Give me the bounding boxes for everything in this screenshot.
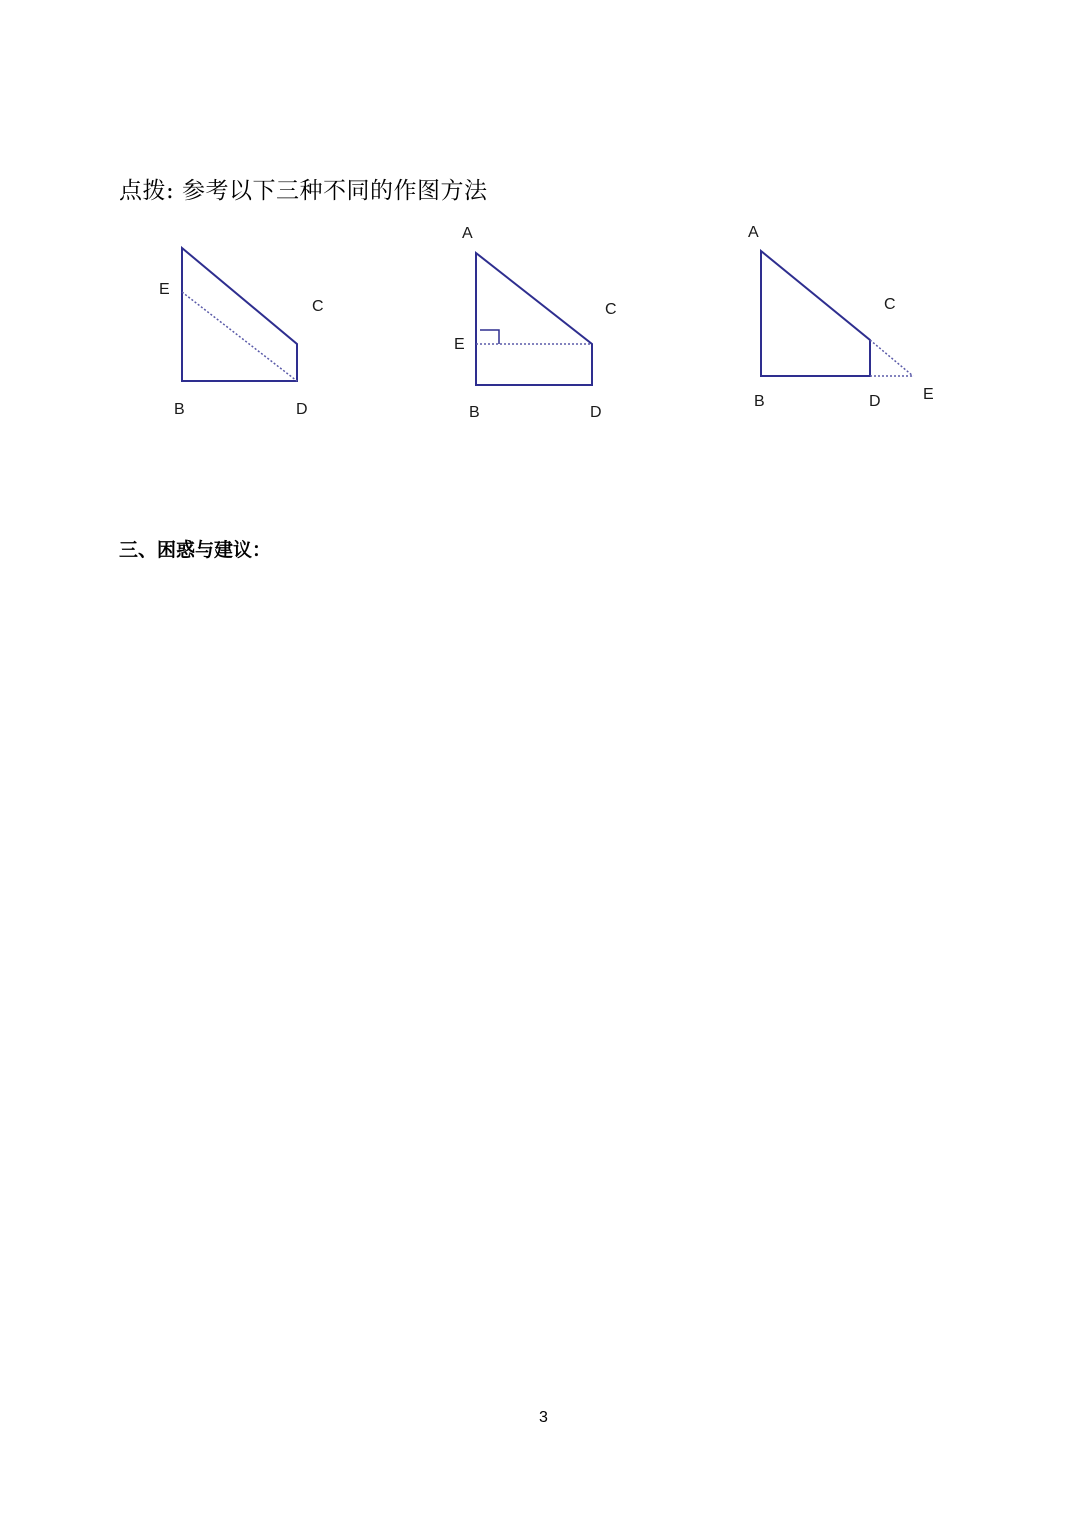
- figure-3-auxiliary-line-hypotenuse: [870, 340, 913, 376]
- figure-1-svg: [150, 235, 350, 425]
- figure-1-label-e: E: [159, 281, 170, 298]
- figure-2-label-e: E: [454, 336, 465, 353]
- figure-3-shape: [761, 251, 870, 376]
- figure-2-shape: [476, 253, 592, 385]
- figure-2-label-c: C: [605, 301, 617, 318]
- figure-3-label-c: C: [884, 296, 896, 313]
- figure-2-label-b: B: [469, 404, 480, 421]
- figure-1-shape: [182, 248, 297, 381]
- page-number: 3: [539, 1409, 548, 1426]
- figure-3-label-e: E: [923, 386, 934, 403]
- figure-method-3: [740, 215, 950, 415]
- section-title: 三、困惑与建议：: [119, 539, 272, 561]
- figure-1-label-b: B: [174, 401, 185, 418]
- figure-3-label-b: B: [754, 393, 765, 410]
- figure-1-label-d: D: [296, 401, 308, 418]
- figure-2-label-a: A: [462, 225, 473, 242]
- hint-text: 点拨: 参考以下三种不同的作图方法: [119, 178, 488, 204]
- figure-method-2: [445, 215, 645, 430]
- figure-method-1: [150, 235, 350, 425]
- figure-1-auxiliary-line: [182, 292, 297, 381]
- figure-3-svg: [740, 215, 950, 415]
- figure-3-label-a: A: [748, 224, 759, 241]
- right-angle-mark: [480, 330, 499, 344]
- figure-3-label-d: D: [869, 393, 881, 410]
- figure-2-label-d: D: [590, 404, 602, 421]
- figure-1-label-c: C: [312, 298, 324, 315]
- figure-2-svg: [445, 215, 645, 430]
